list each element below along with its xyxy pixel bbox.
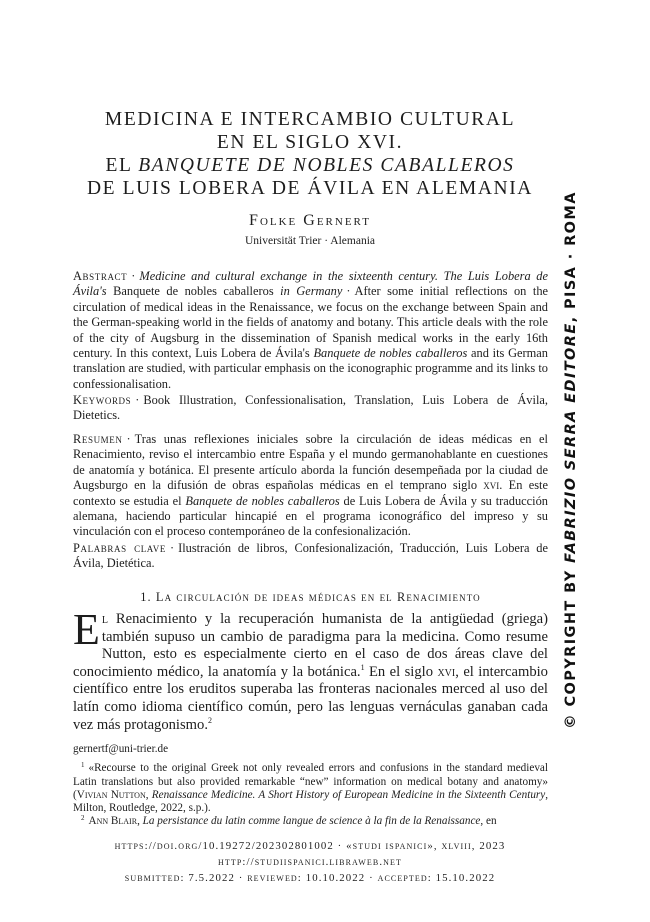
footnote-1-mark: 1 [81, 760, 85, 769]
resumen-century: xvi [483, 478, 500, 493]
resumen-label: Resumen [73, 432, 123, 446]
copyright-publisher: FABRIZIO SERRA EDITORE [563, 322, 579, 563]
abstract-text-end: and its German translation are studied, with particular emphasis on the iconographic programme and its links to confessionalisation. [73, 346, 548, 391]
palabras-clave-separator: · [169, 541, 175, 555]
author-name: Folke Gernert [249, 212, 371, 229]
title-line-4: DE LUIS LOBERA DE ÁVILA EN ALEMANIA [87, 178, 533, 199]
footer-dates: submitted: 7.5.2022 · reviewed: 10.10.2022 · accepted: 15.10.2022 [124, 872, 496, 884]
drop-cap: E [73, 605, 100, 654]
keywords-text: Book Illustration, Confessionalisation, Translation, Luis Lobera de Ávila, Dietetics. [73, 393, 548, 423]
footnote-2-book-title: La persistance du latin comme langue de science à la fin de la Renaissance [142, 815, 481, 828]
title-line-2: EN EL SIGLO XVI. [216, 132, 404, 153]
author-email[interactable]: gernertf@uni-trier.de [73, 743, 169, 755]
abstract-separator: · [131, 269, 136, 283]
footnote-2-text-b: , [137, 815, 143, 828]
abstract-english-title-1: Medicine and cultural exchange in the sixteenth century. The Luis Lobera de Ávila's [73, 269, 548, 299]
main-text-c: , el intercambio científico entre los eruditos superaba las fronteras nacionales merced al uso del latín como idioma científico común, pero las lenguas vernáculas ganaban cada vez más protagonismo. [73, 663, 548, 733]
copyright-text [563, 191, 579, 729]
footnote-2-mark: 2 [81, 813, 85, 822]
resumen-text-italic: Banquete de nobles caballeros [185, 493, 340, 508]
palabras-clave-text: Ilustración de libros, Confesionalización, Traducción, Luis Lobera de Ávila, Dietética. [73, 541, 549, 571]
main-century: xvi [437, 663, 456, 680]
resumen-separator: · [126, 432, 131, 446]
footnote-1-text-a: «Recourse to the original Greek not only revealed errors and confusions in the standard medieval Latin translations but also provided remarkable “new” information on medical botany and anatomy» ( [73, 762, 548, 801]
footnote-1-book-title: Renaissance Medicine. A Short History of European Medicine in the Sixteenth Century [151, 788, 546, 801]
footnote-1-author: Vivian Nutton [76, 788, 146, 801]
copyright-prefix: © COPYRIGHT BY [563, 562, 579, 729]
copyright-suffix: , PISA · ROMA [563, 191, 579, 323]
section-heading: 1. La circulación de ideas médicas en el Renacimiento [140, 590, 481, 604]
keywords-label: Keywords [73, 393, 132, 407]
resumen-text-c: de Luis Lobera de Ávila y su traducción alemana, haciendo particular hincapié en el programa iconográfico del impreso y su vinculación con el proceso contemporáneo de la confesionalización. [73, 493, 548, 539]
palabras-clave-label: Palabras clave [73, 541, 166, 555]
title-line-3-italic: BANQUETE DE NOBLES CABALLEROS [138, 155, 515, 176]
footnote-ref-2[interactable]: 2 [207, 715, 212, 725]
footnotes-block [73, 743, 548, 829]
lead-in-small-caps: l [101, 611, 108, 627]
article-title [60, 108, 560, 200]
footnote-2-author: Ann Blair [88, 815, 138, 828]
main-text-b: En el siglo [364, 663, 438, 680]
title-line-3 [60, 154, 560, 177]
author-affiliation: Universität Trier · Alemania [245, 235, 375, 247]
footer-journal-url[interactable]: http://studiispanici.libraweb.net [218, 856, 402, 868]
footer-doi[interactable]: https://doi.org/10.19272/202302801002 · «studi ispanici», xlviii, 2023 [114, 840, 506, 852]
abstract-text-italic: Banquete de nobles caballeros [313, 346, 468, 361]
footnote-1-text-c: , Milton, Routledge, 2022, s.p.). [73, 788, 549, 815]
abstract-separator-2: · [346, 284, 351, 299]
resumen-text-a: Tras unas reflexiones iniciales sobre la circulación de ideas médicas en el Renacimiento, reviso el intercambio entre España y el mundo germanohablante en cuestiones de anatomía y botánica. El presente artículo aborda la función desempeñada por la ciudad de Augsburgo en la difusión de obras españolas médicas en el temprano siglo [73, 432, 548, 493]
main-text-a: Renacimiento y la recuperación humanista de la antigüedad (griega) también supuso un cambio de paradigma para la medicina. Como resume Nutton, esto es especialmente cierto en el caso de dos áreas clave del conocimiento médico, la anatomía y la botánica. [73, 611, 548, 680]
abstract-english-title-2: in Germany [280, 284, 343, 299]
keywords-separator: · [135, 393, 140, 407]
title-line-3-prefix: EL [105, 155, 139, 176]
abstract-text: After some initial reflections on the circulation of medical ideas in the Renaissance, we focus on the exchange between Spain and the German-speaking world in the fields of anatomy and botany. This article deals with the role of the city of Augsburg in the dissemination of Spanish medical works in the early 16th century. In this context, Luis Lobera de Ávila's [73, 284, 549, 361]
main-paragraph [73, 605, 548, 734]
footnote-2-text-c: , en [480, 815, 497, 828]
resumen-paragraph [73, 432, 548, 540]
footnote-ref-1[interactable]: 1 [360, 662, 365, 672]
palabras-clave-paragraph [73, 541, 548, 572]
resumen-text-b: . En este contexto se estudia el [73, 478, 548, 508]
abstract-paragraph [73, 269, 548, 392]
keywords-paragraph [73, 393, 548, 424]
footnote-2 [73, 815, 548, 828]
footnote-1 [73, 762, 548, 815]
abstract-english-title-roman: Banquete de nobles caballeros [106, 284, 281, 299]
footnote-1-text-b: , [145, 788, 152, 801]
title-line-1: MEDICINA E INTERCAMBIO CULTURAL [104, 109, 516, 130]
abstract-label: Abstract [73, 269, 128, 283]
